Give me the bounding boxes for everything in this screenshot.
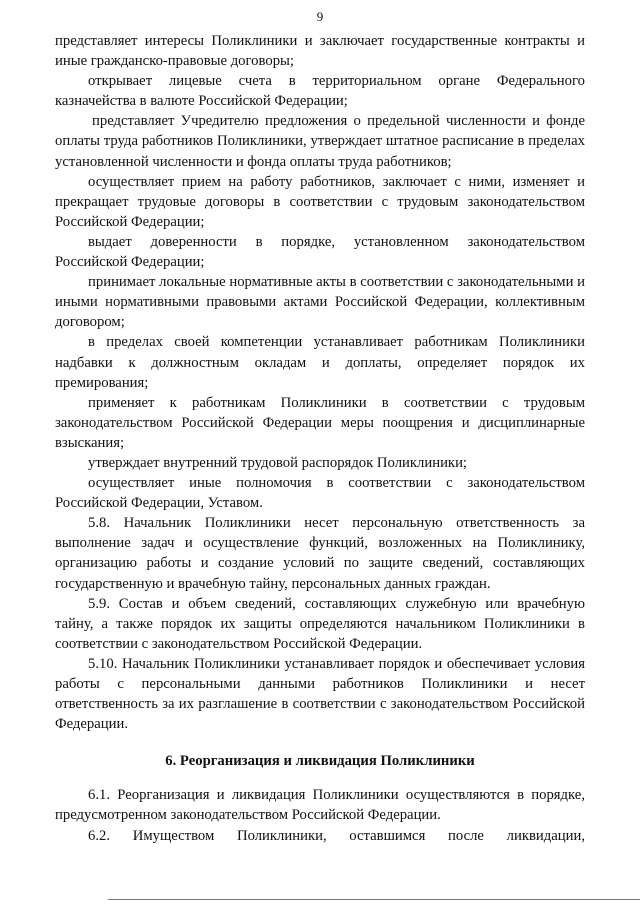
paragraph-other-powers: осуществляет иные полномочия в соответствии с законодательством Российской Федерации, Уставом. [55,475,585,512]
clause-5-9: 5.9. Состав и объем сведений, составляющих служебную или врачебную тайну, а также порядок их защиты определяются начальником Поликлиники в соответствии с законодательством Российской Федерации. [55,595,585,652]
section-6-heading: 6. Реорганизация и ликвидация Поликлиники [165,753,475,770]
clause-6-1: 6.1. Реорганизация и ликвидация Поликлиники осуществляются в порядке, предусмотренном законодательством Российской Федерации. [55,787,585,824]
paragraph-contracts: представляет интересы Поликлиники и заключает государственные контракты и иные гражданско-правовые договоры; [55,33,585,70]
page-body [55,31,585,846]
page-number: 9 [316,9,324,24]
clause-5-10: 5.10. Начальник Поликлиники устанавливает порядок и обеспечивает условия работы с персональными данными работников Поликлиники и несет ответственность за их разглашение в соответствии с законодательством Российской Федерации. [55,655,585,733]
clause-5-8: 5.8. Начальник Поликлиники несет персональную ответственность за выполнение задач и осуществление функций, возложенных на Поликлинику, организацию работы и создание условий по защите сведений, составляющих государственную и врачебную тайну, персональных данных граждан. [55,515,585,592]
clause-6-2: 6.2. Имуществом Поликлиники, оставшимся после ликвидации, [88,827,585,844]
paragraph-staffing: представляет Учредителю предложения о предельной численности и фонде оплаты труда работников Поликлиники, утверждает штатное расписание в пределах установленной численности и фонда оплаты труда работников; [55,113,585,170]
paragraph-power-of-attorney: выдает доверенности в порядке, установленном законодательством Российской Федерации; [55,233,585,271]
spacer [55,734,585,751]
scan-bottom-edge-line [108,899,640,900]
paragraph-accounts: открывает лицевые счета в территориальном органе Федерального казначейства в валюте Российской Федерации; [55,73,585,110]
paragraph-internal-rules: утверждает внутренний трудовой распорядок Поликлиники; [88,454,468,471]
paragraph-local-acts: принимает локальные нормативные акты в соответствии с законодательными и иными нормативными правовыми актами Российской Федерации, коллективным договором; [55,274,585,331]
paragraph-incentives: применяет к работникам Поликлиники в соответствии с трудовым законодательством Российской Федерации меры поощрения и дисциплинарные взыскания; [55,394,585,451]
paragraph-bonuses: в пределах своей компетенции устанавливает работникам Поликлиники надбавки к должностным окладам и доплаты, определяет порядок их премирования; [55,334,585,391]
paragraph-hiring: осуществляет прием на работу работников, заключает с ними, изменяет и прекращает трудовые договоры в соответствии с трудовым законодательством Российской Федерации; [55,173,585,230]
spacer [55,771,585,785]
